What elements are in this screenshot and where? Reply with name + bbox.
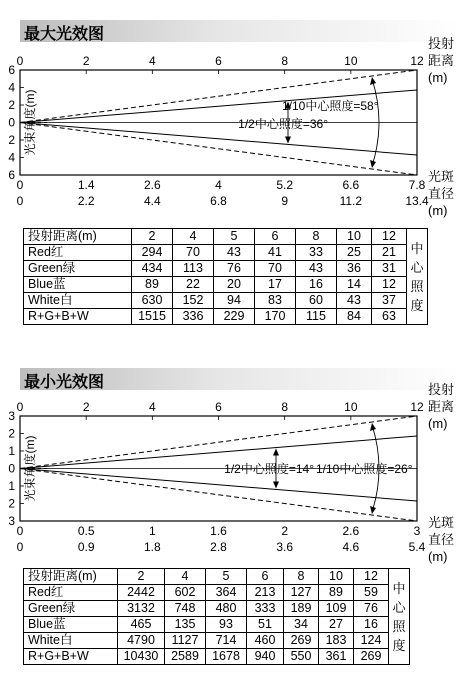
table-header-row [24,569,410,585]
value-cell: 12 [372,277,407,293]
table-row [24,261,428,277]
top-scale-label: 10 [344,400,358,414]
right-label-distance: 投射 [428,382,455,397]
value-cell: 213 [247,585,284,601]
beam-angle-label: 1/2中心照度=36° [238,117,328,131]
left-scale-label: 2 [8,496,15,511]
distance-cell: 5 [214,229,255,245]
value-cell: 31 [372,261,407,277]
field-diameter-label: 4.4 [143,194,161,208]
arrow-head [370,423,376,431]
side-label-char: 中 [410,240,424,256]
top-scale-label: 2 [82,54,90,68]
distance-header: 投射距离(m) [24,569,118,585]
distance-cell: 6 [247,569,284,585]
beam-diameter-label: 0 [16,178,24,192]
value-cell: 70 [173,245,214,261]
value-cell: 2442 [118,585,165,601]
field-diameter-label: 6.8 [210,194,227,208]
value-cell: 269 [354,649,389,665]
field-diameter-label: 2.8 [210,540,227,554]
distance-cell: 5 [206,569,247,585]
y-axis-label: 光束角度(m) [23,89,37,156]
beam-diameter-label: 5.2 [276,178,294,192]
value-cell: 434 [132,261,173,277]
right-label-distance: 距离 [428,53,455,68]
section-title-bar [20,368,460,390]
value-cell: 34 [284,617,319,633]
beam-edge-line [20,123,417,156]
distance-cell: 8 [296,229,337,245]
beam-diameter-label: 3 [413,524,421,538]
arrow-head [273,449,279,456]
value-cell: 41 [255,245,296,261]
value-cell: 16 [354,617,389,633]
beam-diameter-label: 0.5 [77,524,95,538]
value-cell: 70 [255,261,296,277]
field-edge-line [20,469,417,522]
value-cell: 76 [214,261,255,277]
arrow-head [285,136,291,143]
side-label-char: 照 [392,618,406,634]
value-cell: 43 [214,245,255,261]
distance-cell: 10 [319,569,354,585]
side-label-char: 中 [392,580,406,596]
distance-cell: 12 [372,229,407,245]
row-label: White白 [24,633,118,649]
beam-diameter-label: 2.6 [143,178,161,192]
value-cell: 94 [214,293,255,309]
value-cell: 170 [255,309,296,325]
table-row [24,585,410,601]
row-label: Green绿 [24,261,132,277]
left-scale-label: 6 [8,63,15,77]
side-label [407,229,428,325]
field-edge-line [20,70,417,123]
field-diameter-label: 2.2 [77,194,95,208]
beam-diameter-label: 2 [281,524,289,538]
value-cell: 25 [337,245,372,261]
illuminance-table-max [23,228,428,325]
value-cell: 22 [173,277,214,293]
table-row [24,617,410,633]
value-cell: 189 [284,601,319,617]
side-label-char: 度 [392,637,406,653]
beam-diameter-label: 1 [148,524,156,538]
value-cell: 940 [247,649,284,665]
top-scale-label: 6 [215,400,222,414]
row-label: Red红 [24,245,132,261]
top-scale-label: 2 [82,400,90,414]
field-diameter-label: 0 [16,540,24,554]
value-cell: 33 [296,245,337,261]
section-title: 最大光效图 [24,26,105,43]
right-label-diameter: (m) [428,203,448,218]
illuminance-table-min [23,568,410,665]
arrow-head [370,160,376,168]
value-cell: 36 [337,261,372,277]
value-cell: 27 [319,617,354,633]
value-cell: 4790 [118,633,165,649]
value-cell: 748 [165,601,206,617]
value-cell: 127 [284,585,319,601]
right-label-distance: 投射 [428,36,455,51]
field-diameter-label: 9 [281,194,289,208]
value-cell: 37 [372,293,407,309]
value-cell: 63 [372,309,407,325]
right-label-distance: (m) [428,416,448,431]
side-label-char: 照 [410,278,424,294]
distance-cell: 2 [118,569,165,585]
table-row [24,633,410,649]
table-row [24,601,410,617]
row-label: Blue蓝 [24,277,132,293]
top-scale-label: 0 [16,400,24,414]
side-label-char: 心 [392,599,406,615]
left-scale-label: 4 [8,150,15,165]
arrow-head [370,77,376,85]
row-label: Red红 [24,585,118,601]
row-label: Blue蓝 [24,617,118,633]
top-scale-label: 8 [281,54,289,68]
value-cell: 229 [214,309,255,325]
table-row [24,293,428,309]
table-header-row [24,229,428,245]
value-cell: 20 [214,277,255,293]
arrow-head [273,481,279,488]
beam-diameter-label: 2.6 [342,524,360,538]
distance-cell: 2 [132,229,173,245]
field-diameter-label: 0 [16,194,24,208]
section-title-bar [20,20,460,42]
beam-diameter-label: 0 [16,524,24,538]
table-row [24,309,428,325]
table-row [24,277,428,293]
value-cell: 714 [206,633,247,649]
value-cell: 480 [206,601,247,617]
left-scale-label: 6 [8,168,15,182]
row-label: White白 [24,293,132,309]
value-cell: 361 [319,649,354,665]
value-cell: 3132 [118,601,165,617]
value-cell: 183 [319,633,354,649]
value-cell: 43 [296,261,337,277]
field-diameter-label: 4.6 [342,540,360,554]
left-scale-label: 2 [8,98,15,112]
distance-header: 投射距离(m) [24,229,132,245]
distance-cell: 4 [165,569,206,585]
row-label: R+G+B+W [24,309,132,325]
side-label [389,569,410,665]
field-angle-label: 1/10中心照度=58° [282,99,379,113]
top-scale-label: 10 [344,54,358,68]
value-cell: 269 [284,633,319,649]
value-cell: 602 [165,585,206,601]
right-label-diameter: 光斑 [428,515,455,530]
value-cell: 135 [165,617,206,633]
value-cell: 336 [173,309,214,325]
field-diameter-label: 1.8 [143,540,161,554]
distance-cell: 4 [173,229,214,245]
left-scale-label: 3 [8,409,15,423]
arrow-head [370,506,376,514]
section-title: 最小光效图 [24,374,105,391]
beam-diameter-label: 1.6 [210,524,227,538]
value-cell: 14 [337,277,372,293]
value-cell: 364 [206,585,247,601]
value-cell: 76 [354,601,389,617]
value-cell: 10430 [118,649,165,665]
left-scale-label: 4 [8,80,15,95]
row-label: Green绿 [24,601,118,617]
value-cell: 89 [132,277,173,293]
side-label-char: 心 [410,259,424,275]
distance-cell: 6 [255,229,296,245]
field-diameter-label: 0.9 [77,540,95,554]
value-cell: 93 [206,617,247,633]
side-label-char: 度 [410,297,424,313]
right-label-diameter: 直径 [428,186,455,201]
value-cell: 89 [319,585,354,601]
value-cell: 550 [284,649,319,665]
value-cell: 152 [173,293,214,309]
beam-diameter-label: 4 [215,178,222,192]
field-edge-line [20,416,417,469]
value-cell: 630 [132,293,173,309]
y-axis-label: 光束角度(m) [23,435,37,502]
value-cell: 115 [296,309,337,325]
beam-diameter-label: 1.4 [77,178,95,192]
value-cell: 1515 [132,309,173,325]
distance-cell: 10 [337,229,372,245]
top-scale-label: 12 [410,400,424,414]
field-diameter-label: 3.6 [276,540,294,554]
field-diameter-label: 5.4 [408,540,426,554]
value-cell: 2589 [165,649,206,665]
top-scale-label: 0 [16,54,24,68]
table-row [24,649,410,665]
left-scale-label: 0 [8,115,15,130]
value-cell: 460 [247,633,284,649]
value-cell: 21 [372,245,407,261]
value-cell: 59 [354,585,389,601]
field-diameter-label: 11.2 [339,194,363,208]
right-label-distance: 距离 [428,399,455,414]
right-label-diameter: 光斑 [428,169,455,184]
left-scale-label: 1 [8,444,15,458]
value-cell: 51 [247,617,284,633]
value-cell: 17 [255,277,296,293]
value-cell: 84 [337,309,372,325]
value-cell: 294 [132,245,173,261]
right-label-distance: (m) [428,70,448,85]
field-angle-label: 1/10中心照度=26° [316,462,413,476]
left-scale-label: 0 [8,461,15,476]
table-row [24,245,428,261]
top-scale-label: 12 [410,54,424,68]
value-cell: 60 [296,293,337,309]
top-scale-label: 6 [215,54,222,68]
distance-cell: 12 [354,569,389,585]
value-cell: 1127 [165,633,206,649]
left-scale-label: 1 [8,479,15,493]
beam-diameter-label: 7.8 [408,178,426,192]
value-cell: 465 [118,617,165,633]
right-label-diameter: 直径 [428,532,455,547]
value-cell: 1678 [206,649,247,665]
right-label-diameter: (m) [428,549,448,564]
value-cell: 16 [296,277,337,293]
value-cell: 43 [337,293,372,309]
top-scale-label: 8 [281,400,289,414]
left-scale-label: 2 [8,133,15,147]
value-cell: 109 [319,601,354,617]
left-scale-label: 2 [8,426,15,441]
field-diameter-label: 13.4 [405,194,429,208]
value-cell: 124 [354,633,389,649]
top-scale-label: 4 [148,54,156,68]
left-scale-label: 3 [8,514,15,528]
distance-cell: 8 [284,569,319,585]
top-scale-label: 4 [148,400,156,414]
field-edge-line [20,123,417,176]
value-cell: 113 [173,261,214,277]
value-cell: 83 [255,293,296,309]
beam-angle-label: 1/2中心照度=14° [224,462,314,476]
row-label: R+G+B+W [24,649,118,665]
beam-diameter-label: 6.6 [342,178,360,192]
value-cell: 333 [247,601,284,617]
